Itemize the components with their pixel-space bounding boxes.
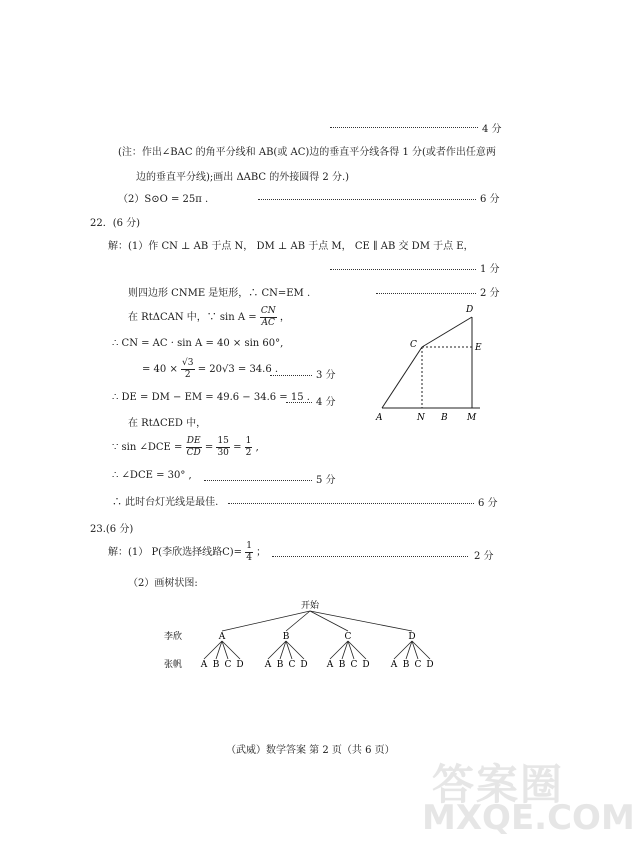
label-a: A bbox=[376, 413, 383, 423]
tree-leaf-a-c: C bbox=[224, 660, 232, 670]
label-m: M bbox=[467, 413, 477, 423]
note-line-2: 边的垂直平分线);画出 ΔABC 的外接圆得 2 分.) bbox=[136, 172, 350, 183]
tree-node-d: D bbox=[408, 632, 416, 642]
tree-leaf-c-b: B bbox=[338, 660, 346, 670]
tree-branch bbox=[222, 611, 310, 631]
score-mark: 5 分 bbox=[316, 475, 336, 486]
fraction: $\frac{CN}{AC}$ bbox=[260, 306, 276, 328]
q22-line-7: 在 RtΔCED 中， bbox=[128, 418, 207, 429]
question-23-header: 23.(6 分) bbox=[90, 524, 134, 535]
q22-line-3: 在 RtΔCAN 中，∵ sin A = $\frac{CN}{AC}$ ， bbox=[128, 306, 290, 328]
fraction: $\frac{1}{2}$ bbox=[245, 436, 252, 458]
q22-line-10: ∴ 此时台灯光线是最佳. bbox=[112, 497, 219, 508]
question-22-header: 22．(6 分) bbox=[90, 218, 141, 229]
tree-leaf-c-d: D bbox=[362, 660, 370, 670]
tree-row-label-zhangfan: 张帆 bbox=[164, 660, 183, 670]
dot-leader bbox=[270, 375, 312, 376]
geometry-figure bbox=[370, 300, 500, 428]
dot-leader bbox=[272, 556, 468, 557]
q22-line-6: ∴ DE = DM − EM = 49.6 − 34.6 = 15 . bbox=[112, 392, 310, 403]
tree-root: 开始 bbox=[300, 601, 320, 611]
dot-leader bbox=[330, 127, 478, 128]
tree-leaf-c-c: C bbox=[350, 660, 358, 670]
q22-line-5: = 40 × $\frac{√3}{2}$ = 20√3 = 34.6 . bbox=[142, 358, 279, 380]
tree-node-a: A bbox=[218, 632, 226, 642]
tree-leaf-b-b: B bbox=[276, 660, 284, 670]
dot-leader bbox=[376, 293, 476, 294]
page-footer: （武威）数学答案 第 2 页（共 6 页） bbox=[226, 745, 395, 756]
tree-node-b: B bbox=[282, 632, 290, 642]
tree-leaf-a-b: B bbox=[212, 660, 220, 670]
dot-leader bbox=[204, 480, 312, 481]
label-b: B bbox=[441, 413, 448, 423]
tree-branch bbox=[310, 611, 348, 631]
fraction: $\frac{√3}{2}$ bbox=[182, 358, 194, 380]
dot-leader bbox=[286, 402, 312, 403]
part2-text: （2）S⊙O = 25π . bbox=[118, 194, 209, 205]
score-mark: 4 分 bbox=[482, 124, 502, 135]
note-line-1: (注：作出∠BAC 的角平分线和 AB(或 AC)边的垂直平分线各得 1 分(或者作出任意两 bbox=[118, 147, 496, 158]
tree-leaf-a-a: A bbox=[200, 660, 208, 670]
label-e: E bbox=[475, 343, 482, 353]
q22-line-4: ∴ CN = AC · sin A = 40 × sin 60°, bbox=[112, 338, 284, 349]
tree-leaf-d-d: D bbox=[426, 660, 434, 670]
fraction: $\frac{15}{30}$ bbox=[217, 436, 229, 458]
dot-leader bbox=[258, 199, 476, 200]
q23-line-1: 解：(1） P(李欣选择线路C)= $\frac{1}{4}$ ； bbox=[108, 541, 267, 563]
tree-row-label-lixin: 李欣 bbox=[164, 632, 183, 642]
score-mark: 6 分 bbox=[480, 194, 500, 205]
q23-line-2: （2）画树状图: bbox=[128, 578, 198, 589]
score-mark: 1 分 bbox=[480, 264, 500, 275]
label-d: D bbox=[466, 305, 474, 315]
q22-line-9: ∴ ∠DCE = 30° , bbox=[112, 470, 192, 481]
tree-node-c: C bbox=[344, 632, 352, 642]
score-mark: 2 分 bbox=[480, 288, 500, 299]
fraction: $\frac{DE}{CD}$ bbox=[186, 436, 201, 458]
fraction: $\frac{1}{4}$ bbox=[246, 541, 252, 563]
tree-leaf-b-d: D bbox=[300, 660, 308, 670]
tree-leaf-a-d: D bbox=[236, 660, 244, 670]
watermark-logo: 答案圈 bbox=[432, 760, 565, 809]
score-mark: 3 分 bbox=[316, 370, 336, 381]
dot-leader bbox=[330, 269, 476, 270]
tree-leaf-d-c: C bbox=[414, 660, 422, 670]
score-mark: 6 分 bbox=[478, 498, 498, 509]
tree-leaf-d-a: A bbox=[390, 660, 398, 670]
dot-leader bbox=[228, 503, 474, 504]
label-c: C bbox=[410, 340, 417, 350]
label-n: N bbox=[417, 413, 425, 423]
tree-diagram bbox=[150, 595, 450, 675]
q22-line-2: 则四边形 CNME 是矩形，∴ CN=EM . bbox=[128, 288, 311, 299]
q22-line-1: 解：(1）作 CN ⊥ AB 于点 N， DM ⊥ AB 于点 M， CE ∥ AB 交 DM 于点 E， bbox=[108, 241, 474, 252]
q22-line-3-text: 在 RtΔCAN 中，∵ sin A = bbox=[128, 312, 257, 323]
tree-leaf-d-b: B bbox=[402, 660, 410, 670]
q22-line-8: ∵ sin ∠DCE = $\frac{DE}{CD}$ = $\frac{15}{30}$ = $\frac{1}{2}$ , bbox=[112, 436, 259, 458]
tree-leaf-b-c: C bbox=[288, 660, 296, 670]
line-cd bbox=[422, 317, 472, 347]
line-ac bbox=[382, 347, 422, 408]
tree-leaf-b-a: A bbox=[264, 660, 272, 670]
tree-leaf-c-a: A bbox=[326, 660, 334, 670]
score-mark: 2 分 bbox=[474, 551, 494, 562]
score-mark: 4 分 bbox=[316, 397, 336, 408]
watermark-url: MXQE.COM bbox=[422, 798, 635, 838]
tree-branch bbox=[310, 611, 412, 631]
